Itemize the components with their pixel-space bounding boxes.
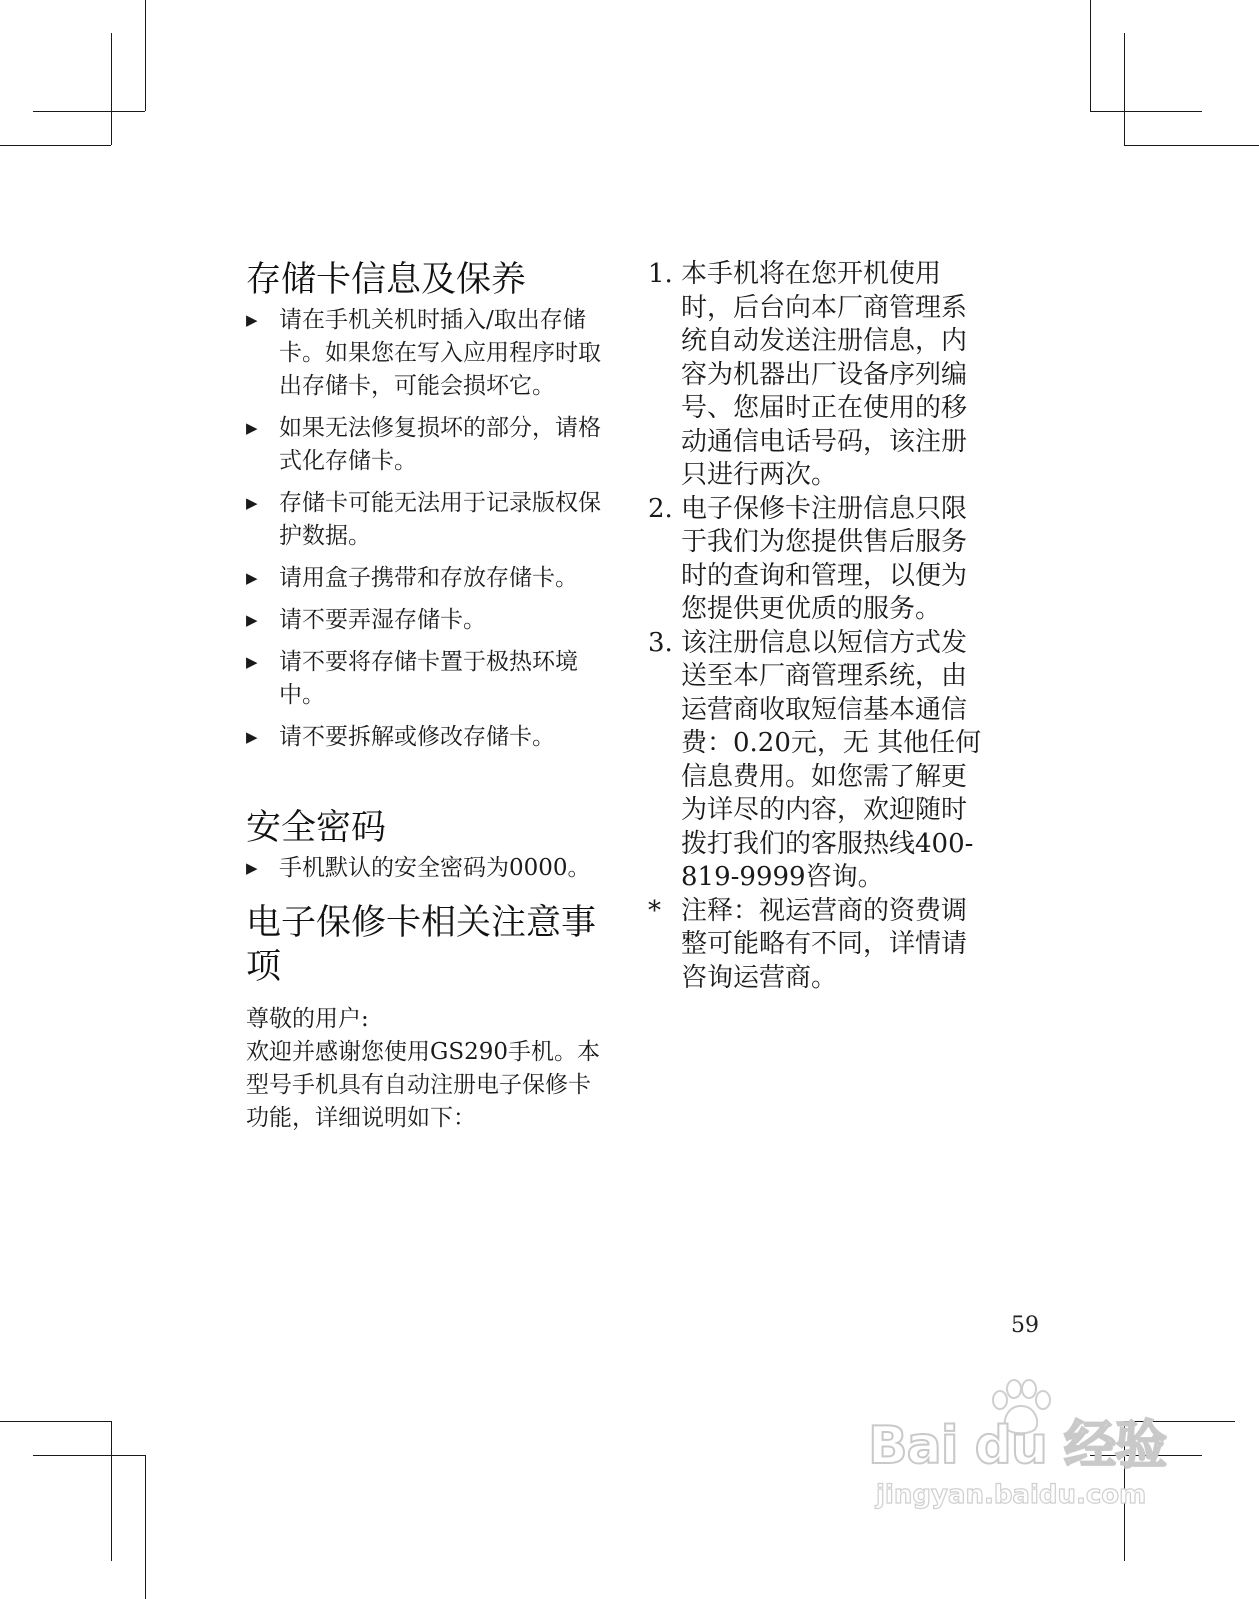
bullet-triangle-icon: ▶ — [246, 653, 258, 671]
list-item: ▶ 手机默认的安全密码为0000。 — [246, 855, 591, 881]
bullet-triangle-icon: ▶ — [246, 569, 258, 587]
bullet-triangle-icon: ▶ — [246, 728, 258, 746]
crop-mark — [33, 1455, 145, 1456]
memory-card-heading: 存储卡信息及保养 — [246, 260, 527, 300]
crop-mark — [0, 1421, 111, 1422]
item-marker: 1. — [648, 259, 673, 289]
list-item: ▶ 请不要弄湿存储卡。 — [246, 607, 486, 633]
bullet-triangle-icon: ▶ — [246, 311, 258, 329]
list-item: ▶ 请用盒子携带和存放存储卡。 — [246, 565, 578, 591]
list-item: ▶ 存储卡可能无法用于记录版权保护数据。 — [246, 490, 601, 549]
baidu-jingyan-watermark — [868, 1378, 1168, 1528]
item-marker: * — [648, 895, 661, 926]
numbered-item: 2. 电子保修卡注册信息只限于我们为您提供售后服务时的查询和管理，以便为您提供更优质的服务。 — [648, 493, 968, 624]
greeting: 尊敬的用户: — [246, 1006, 369, 1032]
watermark-logo: Bai du 经验 — [868, 1416, 1166, 1476]
crop-mark — [145, 0, 146, 111]
list-item: ▶ 如果无法修复损坏的部分，请格式化存储卡。 — [246, 415, 601, 474]
numbered-item: 3. 该注册信息以短信方式发送至本厂商管理系统，由运营商收取短信基本通信费：0.20元，无 其他任何信息费用。如您需了解更为详尽的内容，欢迎随时拨打我们的客服热线400-819-9999咨询。 — [648, 627, 982, 892]
security-heading: 安全密码 — [246, 808, 387, 848]
warranty-numbered-list — [648, 258, 988, 995]
crop-mark — [111, 33, 112, 145]
list-item: ▶ 请不要拆解或修改存储卡。 — [246, 724, 555, 750]
crop-mark — [145, 1455, 146, 1599]
crop-mark — [1090, 111, 1202, 112]
warranty-heading: 电子保修卡相关注意事项 — [246, 903, 597, 987]
crop-mark — [0, 145, 111, 146]
crop-mark — [1124, 33, 1125, 145]
bullet-triangle-icon: ▶ — [246, 611, 258, 629]
bullet-triangle-icon: ▶ — [246, 419, 258, 437]
crop-mark — [111, 1421, 112, 1561]
right-column — [648, 258, 988, 995]
numbered-item: * 注释：视运营商的资费调整可能略有不同，详情请咨询运营商。 — [648, 895, 968, 993]
memory-card-list — [246, 304, 606, 754]
item-marker: 2. — [648, 493, 673, 524]
intro-paragraph: 欢迎并感谢您使用GS290手机。本型号手机具有自动注册电子保修卡功能，详细说明如下： — [246, 1039, 601, 1131]
bullet-triangle-icon: ▶ — [246, 494, 258, 512]
item-marker: 3. — [648, 627, 673, 658]
page-number: 59 — [1011, 1313, 1039, 1338]
list-item: ▶ 请不要将存储卡置于极热环境中。 — [246, 649, 578, 708]
crop-mark — [33, 111, 145, 112]
watermark-url: jingyan.baidu.com — [876, 1480, 1147, 1510]
numbered-item: 1. 本手机将在您开机使用时，后台向本厂商管理系统自动发送注册信息，内容为机器出厂设备序列编号、您届时正在使用的移动通信电话号码，该注册只进行两次。 — [648, 259, 968, 490]
bullet-triangle-icon: ▶ — [246, 859, 258, 877]
security-list — [246, 852, 606, 885]
crop-mark — [1124, 145, 1259, 146]
left-column — [246, 258, 606, 1135]
crop-mark — [1090, 0, 1091, 111]
list-item: ▶ 请在手机关机时插入/取出存储卡。如果您在写入应用程序时取出存储卡，可能会损坏它。 — [246, 307, 601, 399]
